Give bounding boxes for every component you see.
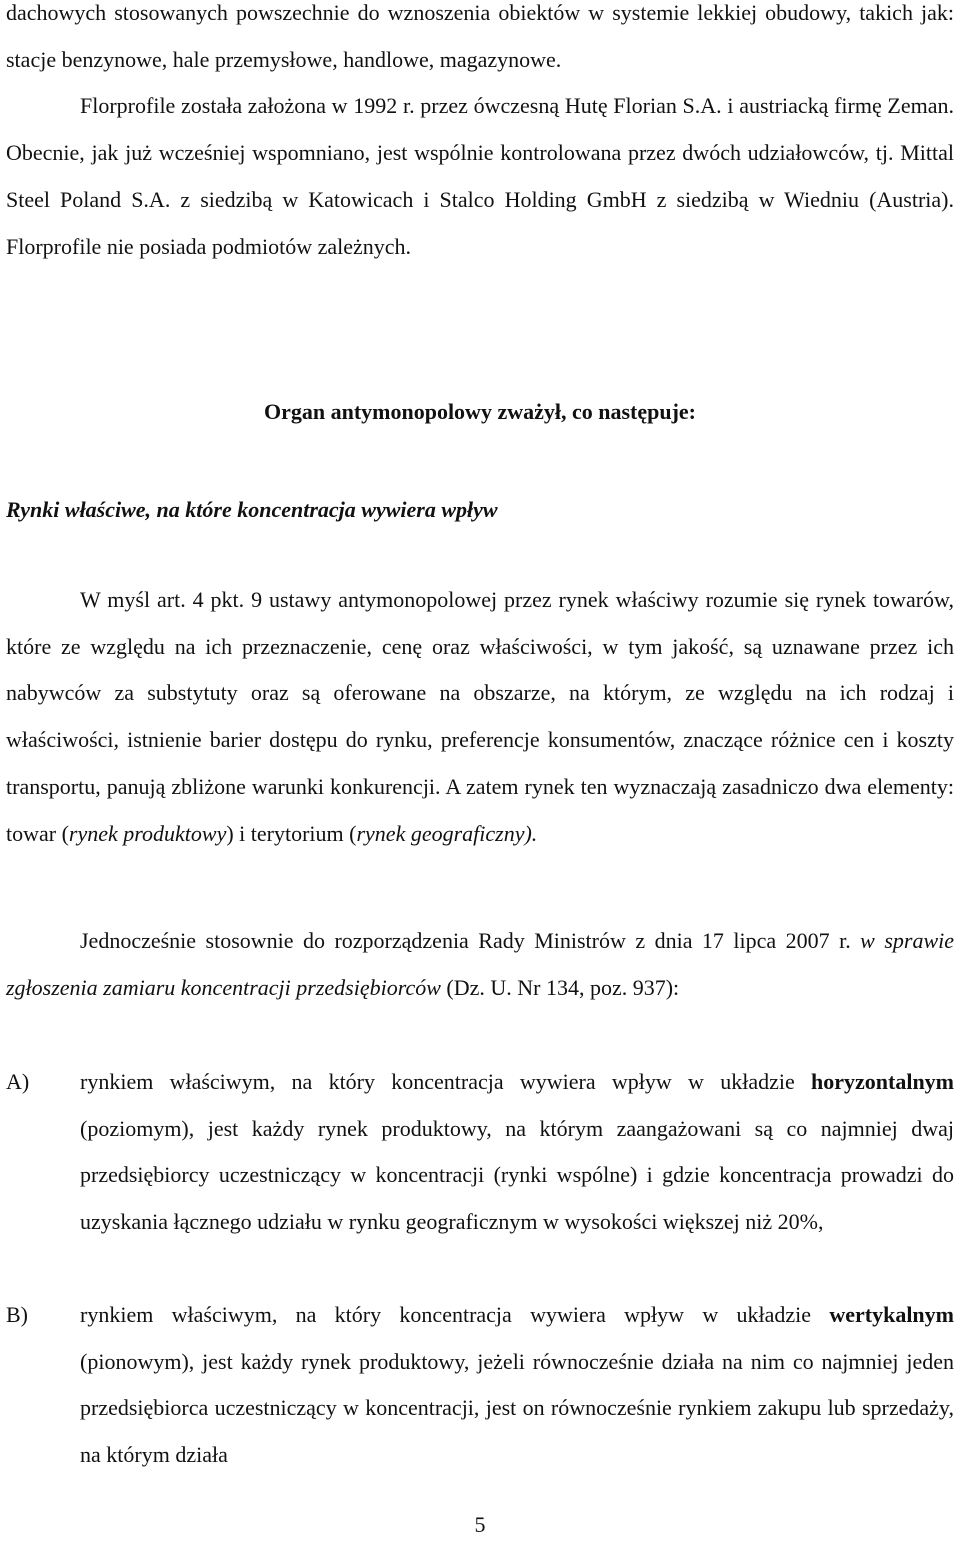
markets-text-before: W myśl art. 4 pkt. 9 ustawy antymonopolowej przez rynek właściwy rozumie się rynek towarów, które ze względu na ich przeznaczenie, cenę oraz właściwości, w tym jakość, są uznawane przez ich nabywców za substytuty oraz są oferowane na obszarze, na którym, ze względu na ich rodzaj i właściwości, istnienie barier dostępu do rynku, preferencje konsumentów, znaczące różnice cen i koszty transportu, panują zbliżone warunki konkurencji. A zatem rynek ten wyznaczają zasadniczo dwa elementy: towar ( bbox=[6, 587, 954, 846]
regulation-title: w sprawie zgłoszenia zamiaru koncentracji przedsiębiorców bbox=[6, 928, 954, 1000]
list-marker-a: A) bbox=[6, 1069, 30, 1094]
regulation-text-after: (Dz. U. Nr 134, poz. 937): bbox=[440, 974, 680, 1000]
markets-text-mid: ) i terytorium ( bbox=[226, 820, 357, 846]
list-a-text-after: (poziomym), jest każdy rynek produktowy, na którym zaangażowani są co najmniej dwaj przedsiębiorcy uczestniczący w koncentracji (rynki wspólne) i gdzie koncentracja prowadzi do uzyskania łącznego udziału w rynku geograficznym w wysokości większej niż 20%, bbox=[80, 1115, 954, 1235]
vertical-term: wertykalnym bbox=[829, 1302, 954, 1327]
intro-paragraph bbox=[6, 0, 954, 270]
markets-paragraph bbox=[6, 577, 954, 857]
regulation-text-before: Jednocześnie stosownie do rozporządzenia Rady Ministrów z dnia 17 lipca 2007 r. bbox=[80, 928, 861, 953]
page-number: 5 bbox=[474, 1512, 486, 1537]
product-market-term: rynek produktowy bbox=[68, 820, 227, 846]
list-marker-b: B) bbox=[6, 1302, 28, 1327]
geo-market-term: rynek geograficzny). bbox=[356, 820, 538, 846]
section-heading: Organ antymonopolowy zważył, co następuje: bbox=[263, 399, 697, 424]
horizontal-term: horyzontalnym bbox=[811, 1069, 954, 1094]
list-item-a bbox=[6, 1059, 954, 1246]
intro-line-a: dachowych stosowanych powszechnie do wznoszenia obiektów w systemie lekkiej obudowy, takich jak: stacje benzynowe, hale przemysłowe, handlowe, magazynowe. bbox=[6, 0, 954, 72]
list-text-a bbox=[80, 1059, 954, 1246]
section-subheading: Rynki właściwe, na które koncentracja wywiera wpływ bbox=[6, 497, 498, 522]
list-a-text-before: rynkiem właściwym, na który koncentracja wywiera wpływ w układzie bbox=[80, 1069, 811, 1094]
list-text-b bbox=[80, 1292, 954, 1479]
regulation-paragraph bbox=[6, 918, 954, 1011]
list-b-text-before: rynkiem właściwym, na który koncentracja wywiera wpływ w układzie bbox=[80, 1302, 830, 1327]
list-item-b bbox=[6, 1292, 954, 1479]
intro-line-b: Florprofile została założona w 1992 r. przez ówczesną Hutę Florian S.A. i austriacką firmę Zeman. Obecnie, jak już wcześniej wspomniano, jest wspólnie kontrolowana przez dwóch udziałowców, tj. Mittal Steel Poland S.A. z siedzibą w Katowicach i Stalco Holding GmbH z siedzibą w Wiedniu (Austria). Florprofile nie posiada podmiotów zależnych. bbox=[6, 93, 954, 259]
list-b-text-after: (pionowym), jest każdy rynek produktowy, jeżeli równocześnie działa na nim co najmniej jeden przedsiębiorca uczestniczący w koncentracji, jest on równocześnie rynkiem zakupu lub sprzedaży, na którym działa bbox=[80, 1348, 954, 1468]
